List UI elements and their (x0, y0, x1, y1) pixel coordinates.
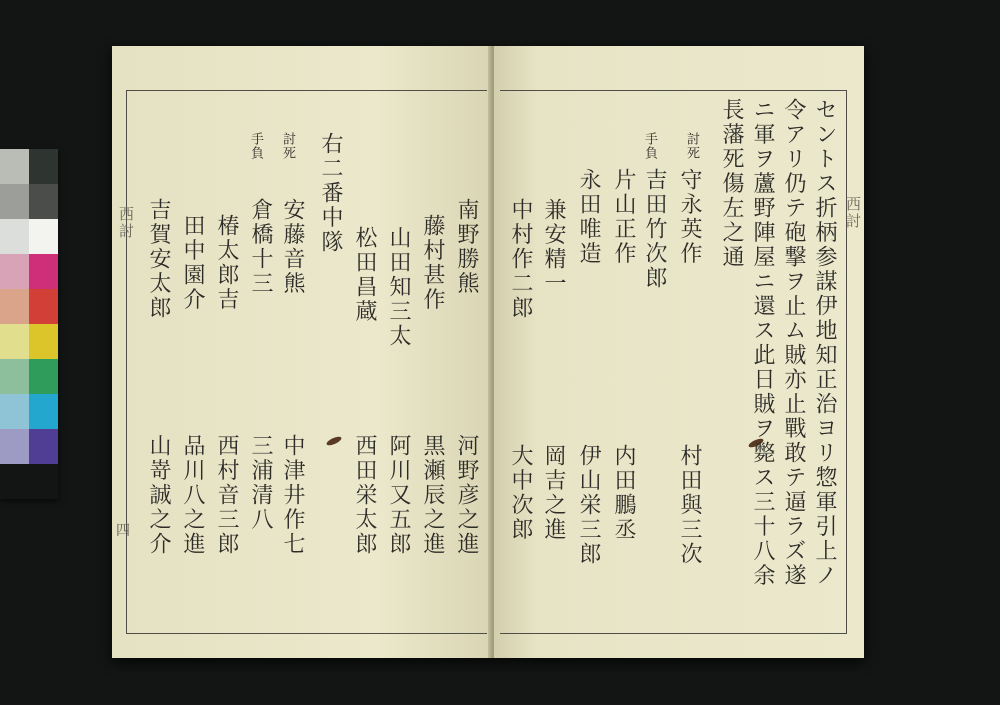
text-column: 右二番中隊 (318, 132, 343, 255)
color-swatch (29, 324, 58, 359)
left-margin-title: 西討 (117, 206, 135, 240)
text-column: 長藩死傷左之通 (719, 98, 744, 270)
color-swatch (29, 289, 58, 324)
text-column: セントス折柄参謀伊地知正治ヨリ惣軍引上ノ (812, 98, 837, 588)
color-swatch (0, 324, 29, 359)
text-column: 山田知三太 (386, 226, 411, 349)
color-swatch (29, 429, 58, 464)
color-calibration-chart (0, 149, 58, 499)
text-column: 令アリ仍テ砲撃ヲ止ム賊亦止戰敢テ逼ラズ遂 (781, 98, 806, 588)
text-column: 吉賀安太郎 (146, 198, 171, 321)
text-column: 岡吉之進 (541, 444, 566, 542)
role-label: 討死 (280, 132, 295, 160)
role-label: 手負 (642, 132, 657, 160)
text-column: 大中次郎 (508, 444, 533, 542)
text-column: 永田唯造 (576, 168, 601, 266)
text-column: 山嵜誠之介 (146, 434, 171, 557)
text-column: 倉橋十三 (248, 198, 273, 296)
text-column: 藤村甚作 (420, 214, 445, 312)
text-column: 黒瀬辰之進 (420, 434, 445, 557)
color-swatch (0, 149, 29, 184)
text-column: 兼安精一 (541, 198, 566, 296)
text-column: 守永英作 (677, 168, 702, 266)
text-column: 吉田竹次郎 (642, 168, 667, 291)
text-column: 田中園介 (180, 214, 205, 312)
color-swatch (0, 254, 29, 289)
color-swatch (29, 254, 58, 289)
role-label: 手負 (248, 132, 263, 160)
color-swatch (0, 184, 29, 219)
text-column: 村田與三次 (677, 444, 702, 567)
right-page (494, 46, 864, 658)
text-column: 阿川又五郎 (386, 434, 411, 557)
color-swatch (0, 289, 29, 324)
text-column: 品川八之進 (180, 434, 205, 557)
text-column: 伊山栄三郎 (576, 444, 601, 567)
left-page (112, 46, 492, 658)
color-swatch (29, 359, 58, 394)
right-margin-title: 西討 (844, 196, 862, 230)
text-column: 中津井作七 (280, 434, 305, 557)
color-swatch (0, 394, 29, 429)
text-column: 西村音三郎 (214, 434, 239, 557)
text-column: 椿太郎吉 (214, 214, 239, 312)
text-column: 三浦清八 (248, 434, 273, 532)
color-swatch (29, 149, 58, 184)
color-swatch (29, 394, 58, 429)
text-column: 片山正作 (611, 168, 636, 266)
role-label: 討死 (684, 132, 699, 160)
text-column: 内田鵬丞 (611, 444, 636, 542)
open-book (112, 46, 864, 658)
text-column: 河野彦之進 (454, 434, 479, 557)
color-swatch (0, 429, 29, 464)
color-swatch (0, 359, 29, 394)
text-column: ニ軍ヲ蘆野陣屋ニ還ス此日賊ヲ斃ス三十八余 (750, 98, 775, 588)
text-column: 南野勝熊 (454, 198, 479, 296)
text-column: 安藤音熊 (280, 198, 305, 296)
text-column: 西田栄太郎 (352, 434, 377, 557)
color-swatch (29, 184, 58, 219)
color-swatch (0, 219, 29, 254)
text-column: 松田昌蔵 (352, 226, 377, 324)
color-swatch (29, 219, 58, 254)
text-column: 中村作二郎 (508, 198, 533, 321)
folio-number: 四 (116, 523, 130, 539)
